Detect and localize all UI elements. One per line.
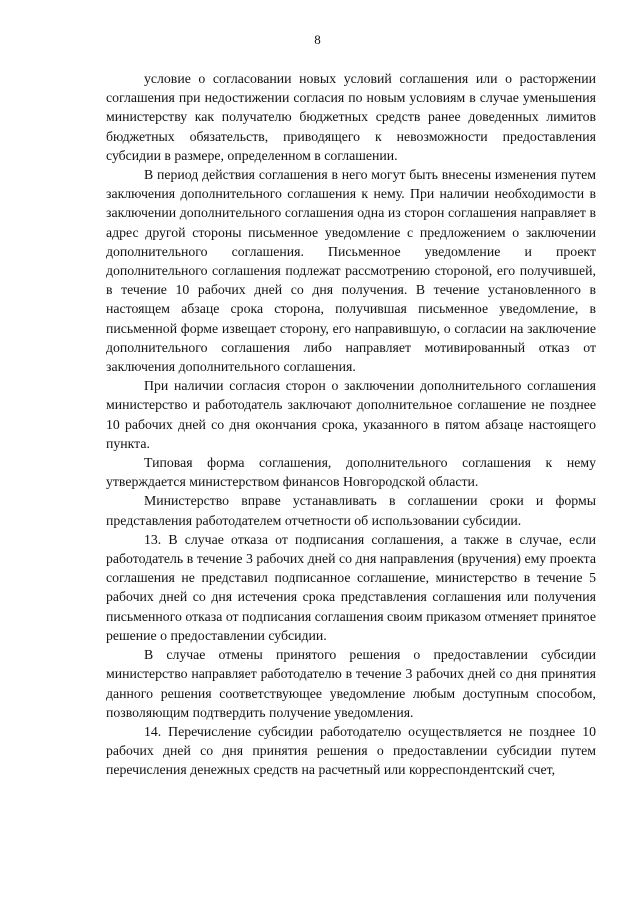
page-number: 8 (314, 32, 321, 47)
document-body (106, 69, 596, 780)
paragraph-6: 13. В случае отказа от подписания соглашения, а также в случае, если работодатель в течение 3 рабочих дней со дня направления (вручения) ему проекта соглашения не представил подписанное соглашение, министерство в течение 5 рабочих дней со дня истечения срока представления соглашения или получения письменного отказа от подписания соглашения своим приказом отменяет принятое решение о предоставлении субсидии. (106, 531, 596, 643)
paragraph-3: При наличии согласия сторон о заключении дополнительного соглашения министерство и работодатель заключают дополнительное соглашение не позднее 10 рабочих дней со дня окончания срока, указанного в пятом абзаце настоящего пункта. (106, 378, 596, 451)
paragraph-5: Министерство вправе устанавливать в соглашении сроки и формы представления работодателем отчетности об использовании субсидии. (106, 493, 596, 528)
paragraph-8: 14. Перечисление субсидии работодателю осуществляется не позднее 10 рабочих дней со дня принятия решения о предоставлении субсидии путем перечисления денежных средств на расчетный или корреспондентский счет, (106, 723, 596, 778)
paragraph-7: В случае отмены принятого решения о предоставлении субсидии министерство направляет работодателю в течение 3 рабочих дней со дня принятия данного решения соответствующее уведомление любым доступным способом, позволяющим подтвердить получение уведомления. (106, 647, 596, 720)
paragraph-1: условие о согласовании новых условий соглашения или о расторжении соглашения при недостижении согласия по новым условиям в случае уменьшения министерству как получателю бюджетных средств ранее доведенных лимитов бюджетных обязательств, приводящего к невозможности предоставления субсидии в размере, определенном в соглашении. (106, 71, 596, 163)
paragraph-4: Типовая форма соглашения, дополнительного соглашения к нему утверждается министерством финансов Новгородской области. (106, 455, 596, 490)
paragraph-2: В период действия соглашения в него могут быть внесены изменения путем заключения дополнительного соглашения к нему. При наличии необходимости в заключении дополнительного соглашения одна из сторон соглашения направляет в адрес другой стороны письменное уведомление с предложением о заключении дополнительного соглашения. Письменное уведомление и проект дополнительного соглашения подлежат рассмотрению стороной, его получившей, в течение 10 рабочих дней со дня получения. В течение установленного в настоящем абзаце срока сторона, получившая письменное уведомление, в письменной форме извещает сторону, его направившую, о согласии на заключение дополнительного соглашения либо направляет мотивированный отказ от заключения дополнительного соглашения. (106, 167, 596, 375)
